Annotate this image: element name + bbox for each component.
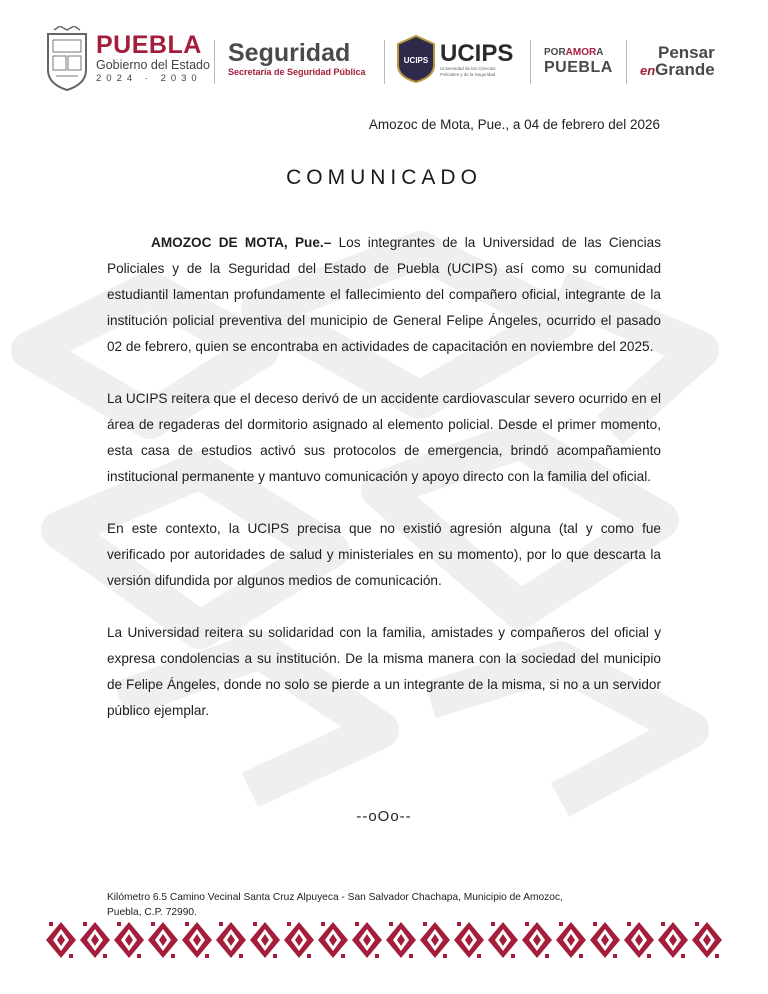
ucips-logo-subtitle: Universidad de las Ciencias Policiales y de la Seguridad <box>440 66 496 77</box>
border-motif <box>624 922 654 958</box>
border-motif <box>590 922 620 958</box>
logo-divider <box>214 40 215 84</box>
border-motif <box>284 922 314 958</box>
puebla-shield-icon <box>44 26 90 92</box>
footer-address <box>107 890 667 920</box>
logo-divider <box>530 40 531 84</box>
lead-location: AMOZOC DE MOTA, Pue.– <box>151 235 332 250</box>
poramor-puebla-text: PUEBLA <box>544 59 613 76</box>
address-line-1: Kilómetro 6.5 Camino Vecinal Santa Cruz Alpuyeca - San Salvador Chachapa, Municipio de Amozoc, <box>107 892 563 903</box>
border-motif <box>114 922 144 958</box>
logo-divider <box>626 40 627 84</box>
seguridad-logo-title: Seguridad <box>228 39 351 67</box>
border-motif <box>250 922 280 958</box>
border-motif <box>556 922 586 958</box>
border-motif <box>216 922 246 958</box>
paragraph-1 <box>107 230 661 360</box>
border-motif <box>386 922 416 958</box>
border-motif <box>182 922 212 958</box>
pensar-en-grande-logo <box>640 44 715 80</box>
por-text: POR <box>544 47 566 58</box>
ucips-logo-title: UCIPS <box>440 40 514 67</box>
puebla-logo-years: 2024 · 2030 <box>96 73 202 84</box>
border-motif <box>46 922 76 958</box>
puebla-logo-title: PUEBLA <box>96 31 202 59</box>
por-amor-a-puebla-logo <box>544 47 613 76</box>
border-motif <box>658 922 688 958</box>
ucips-badge-text: UCIPS <box>403 56 429 65</box>
paragraph-1-text: Los integrantes de la Universidad de las Ciencias Policiales y de la Seguridad del Estado de Puebla (UCIPS) así como su comunidad estudiantil lamentan profundamente el fallecimiento del compañero oficial, integrante de la institución policial preventiva del municipio de General Felipe Ángeles, ocurrido el pasado 02 de febrero, quien se encontraba en actividades de capacitación en noviembre del 2025. <box>107 235 661 354</box>
paragraph-3: En este contexto, la UCIPS precisa que no existió agresión alguna (tal y como fue verificado por autoridades de salud y ministeriales en su momento), por lo que descarta la versión difundida por algunos medios de comunicación. <box>107 521 661 588</box>
logo-divider <box>384 40 385 84</box>
dateline: Amozoc de Mota, Pue., a 04 de febrero del 2026 <box>368 117 660 132</box>
border-motif <box>522 922 552 958</box>
header-logos <box>0 22 768 102</box>
puebla-logo-subtitle: Gobierno del Estado <box>96 58 210 72</box>
paragraph-4: La Universidad reitera su solidaridad con la familia, amistades y compañeros del oficial y expresa condolencias a su institución. De la misma manera con la sociedad del municipio de Felipe Ángeles, donde no solo se pierde a un integrante de la misma, si no a un servidor público ejemplar. <box>107 625 661 718</box>
pensar-text: Pensar <box>658 43 715 62</box>
address-line-2: Puebla, C.P. 72990. <box>107 907 197 918</box>
en-text: en <box>640 63 656 78</box>
border-motif <box>148 922 178 958</box>
document-title: COMUNICADO <box>286 166 482 189</box>
amor-text: AMOR <box>565 47 597 58</box>
decorative-border-pattern <box>44 920 724 960</box>
ucips-badge-icon <box>396 35 436 83</box>
border-motif <box>692 922 722 958</box>
seguridad-logo-subtitle: Secretaría de Seguridad Pública <box>228 67 366 77</box>
document-body <box>107 230 661 750</box>
border-motif <box>318 922 348 958</box>
border-motif <box>454 922 484 958</box>
paragraph-2: La UCIPS reitera que el deceso derivó de un accidente cardiovascular severo ocurrido en el área de regaderas del dormitorio asignado al elemento policial. Desde el primer momento, esta casa de estudios activó sus protocolos de emergencia, brindó acompañamiento institucional permanente y mantuvo comunicación y apoyo directo con la familia del oficial. <box>107 391 661 484</box>
a-text: A <box>596 47 604 58</box>
grande-text: Grande <box>655 60 715 79</box>
border-motif <box>352 922 382 958</box>
border-motif <box>80 922 110 958</box>
closing-mark: --oOo-- <box>356 808 412 825</box>
border-motif <box>488 922 518 958</box>
border-motif <box>420 922 450 958</box>
